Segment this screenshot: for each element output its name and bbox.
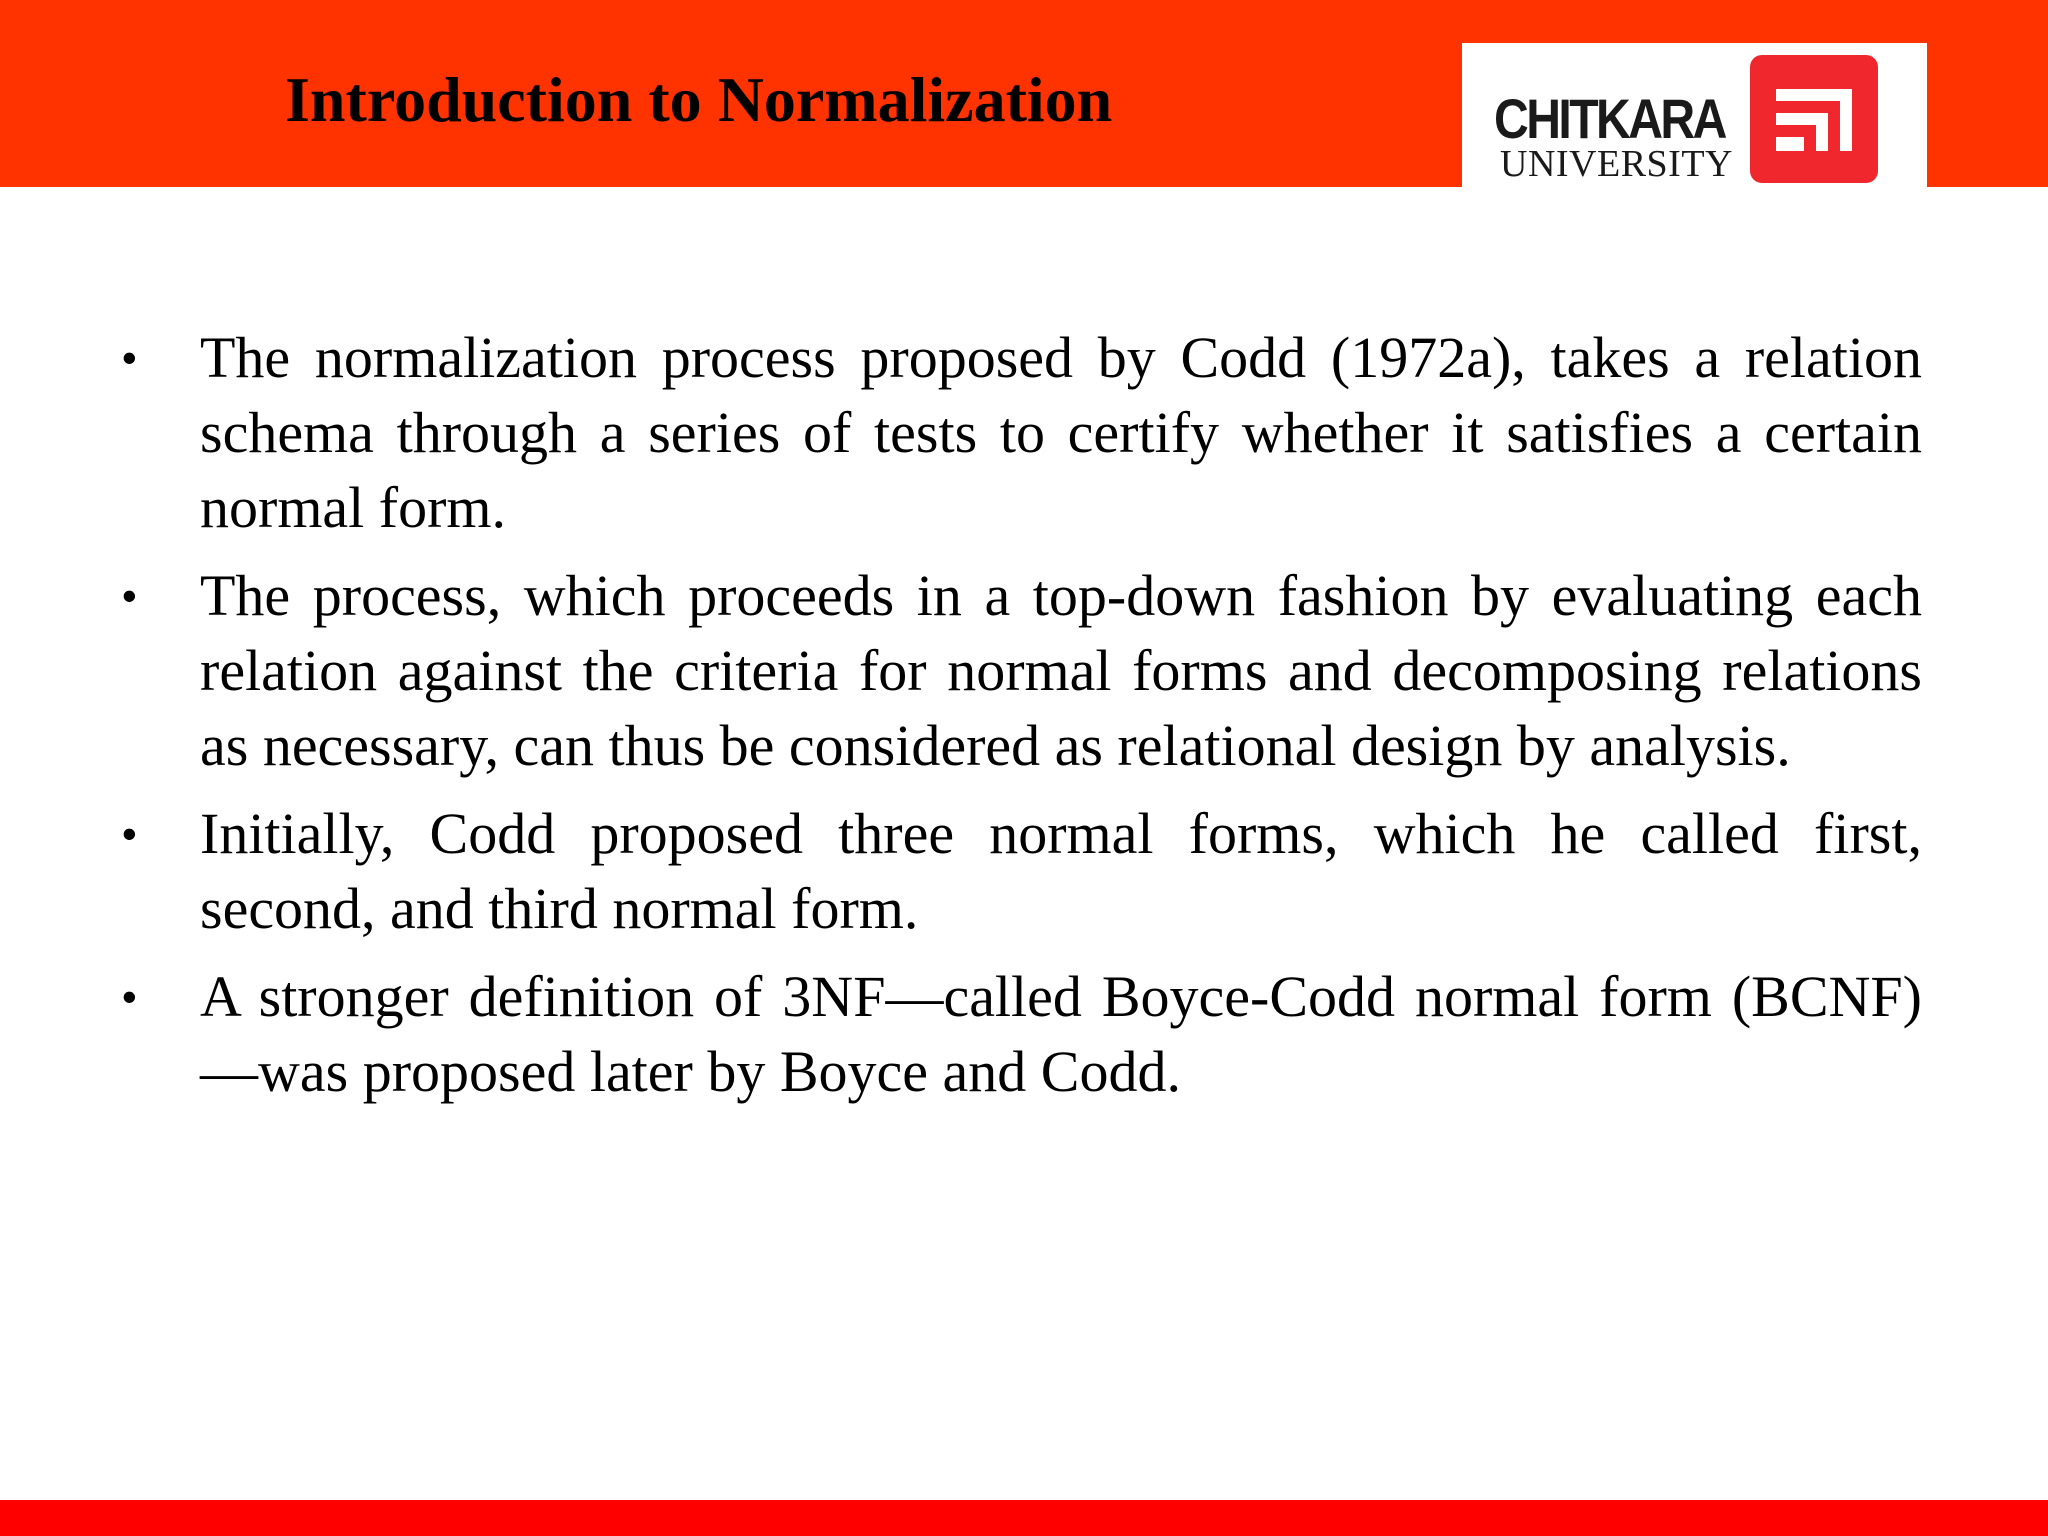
university-logo [1462, 43, 1927, 187]
logo-mark-icon [1750, 55, 1878, 183]
list-item [122, 796, 1922, 946]
list-item [122, 558, 1922, 783]
bullet-list [122, 320, 1922, 1122]
slide-title: Introduction to Normalization [285, 64, 1113, 135]
bullet-marker: • [122, 973, 137, 1020]
logo-wordmark: CHITKARA [1494, 87, 1725, 150]
logo-subtitle: UNIVERSITY [1500, 143, 1733, 185]
bullet-marker: • [122, 334, 137, 381]
bullet-marker: • [122, 810, 137, 857]
bullet-marker: • [122, 572, 137, 619]
footer-bar [0, 1500, 2048, 1536]
bullet-text: The process, which proceeds in a top-down fashion by evaluating each relation against the criteria for normal forms and decomposing relations as necessary, can thus be considered as relational design by analysis. [200, 563, 1922, 778]
bullet-text: A stronger definition of 3NF—called Boyce-Codd normal form (BCNF)—was proposed later by Boyce and Codd. [200, 964, 1922, 1104]
list-item [122, 959, 1922, 1109]
bullet-text: Initially, Codd proposed three normal forms, which he called first, second, and third normal form. [200, 801, 1922, 941]
list-item [122, 320, 1922, 545]
bullet-text: The normalization process proposed by Codd (1972a), takes a relation schema through a series of tests to certify whether it satisfies a certain normal form. [200, 325, 1922, 540]
